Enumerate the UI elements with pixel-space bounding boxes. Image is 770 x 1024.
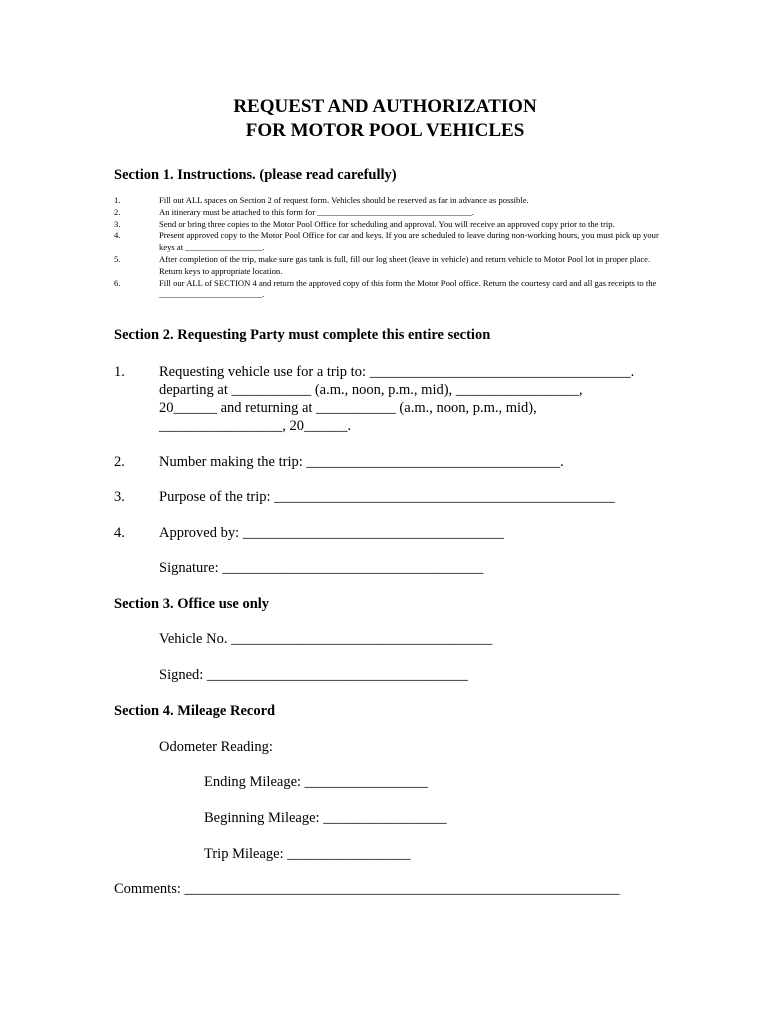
- section-3-heading: Section 3. Office use only: [114, 596, 270, 612]
- section-2-heading: Section 2. Requesting Party must complete this entire section: [114, 327, 491, 343]
- instruction-item: [114, 195, 674, 207]
- instruction-item: [114, 230, 674, 254]
- trip-purpose-field[interactable]: Purpose of the trip: _______________________________________________: [159, 489, 615, 505]
- signature-field[interactable]: Signature: ____________________________________: [159, 560, 484, 576]
- instruction-text: After completion of the trip, make sure gas tank is full, fill our log sheet (leave in vehicle) and return vehicle to Motor Pool lot in proper place. Return keys to appropriate location.: [159, 253, 651, 276]
- vehicle-number-field[interactable]: Vehicle No. ____________________________________: [159, 631, 493, 647]
- trip-destination-field[interactable]: Requesting vehicle use for a trip to: ____________________________________.: [159, 364, 635, 380]
- departure-field[interactable]: departing at ___________ (a.m., noon, p.m., mid), _________________,: [159, 382, 583, 398]
- document-title-line-2: FOR MOTOR POOL VEHICLES: [245, 120, 525, 141]
- instruction-item: [114, 207, 674, 219]
- trip-mileage-field[interactable]: Trip Mileage: _________________: [204, 846, 411, 862]
- instruction-number: 5.: [114, 253, 121, 264]
- beginning-mileage-field[interactable]: Beginning Mileage: _________________: [204, 810, 447, 826]
- instruction-number: 2.: [114, 206, 121, 217]
- section-1-heading: Section 1. Instructions. (please read carefully): [114, 167, 397, 183]
- comments-field[interactable]: Comments: ____________________________________________________________: [114, 881, 620, 897]
- return-date-field[interactable]: _________________, 20______.: [159, 418, 352, 434]
- odometer-reading-label: Odometer Reading:: [159, 739, 273, 755]
- instruction-number: 1.: [114, 195, 121, 205]
- signed-field[interactable]: Signed: ____________________________________: [159, 667, 468, 683]
- document-title-line-1: REQUEST AND AUTHORIZATION: [233, 96, 537, 117]
- section-4-heading: Section 4. Mileage Record: [114, 703, 276, 719]
- instruction-text: Send or bring three copies to the Motor Pool Office for scheduling and approval. You will receive an approved copy prior to the trip.: [159, 218, 615, 229]
- instruction-number: 3.: [114, 218, 121, 229]
- instruction-number: 6.: [114, 277, 121, 288]
- instructions-list: [114, 195, 674, 301]
- number-travelers-field[interactable]: Number making the trip: ___________________________________.: [159, 454, 564, 470]
- question-4-number: 4.: [114, 525, 125, 541]
- instruction-text: Fill our ALL of SECTION 4 and return the approved copy of this form the Motor Pool office. Return the courtesy card and all gas receipts to the ________________________.: [159, 277, 657, 300]
- instruction-item: [114, 278, 674, 302]
- question-1-number: 1.: [114, 364, 125, 380]
- question-3-number: 3.: [114, 489, 125, 505]
- return-field[interactable]: 20______ and returning at ___________ (a.m., noon, p.m., mid),: [159, 400, 537, 416]
- instruction-text: An itinerary must be attached to this form for ____________________________________.: [159, 206, 475, 217]
- ending-mileage-field[interactable]: Ending Mileage: _________________: [204, 774, 428, 790]
- approved-by-field[interactable]: Approved by: ____________________________________: [159, 525, 504, 541]
- instruction-text: Fill out ALL spaces on Section 2 of request form. Vehicles should be reserved as far in advance as possible.: [159, 195, 529, 205]
- instruction-text: Present approved copy to the Motor Pool Office for car and keys. If you are scheduled to leave during non-working hours, you must pick up your keys at __________________.: [159, 230, 659, 253]
- instruction-number: 4.: [114, 230, 121, 241]
- instruction-item: [114, 254, 674, 278]
- question-2-number: 2.: [114, 454, 125, 470]
- instruction-item: [114, 219, 674, 231]
